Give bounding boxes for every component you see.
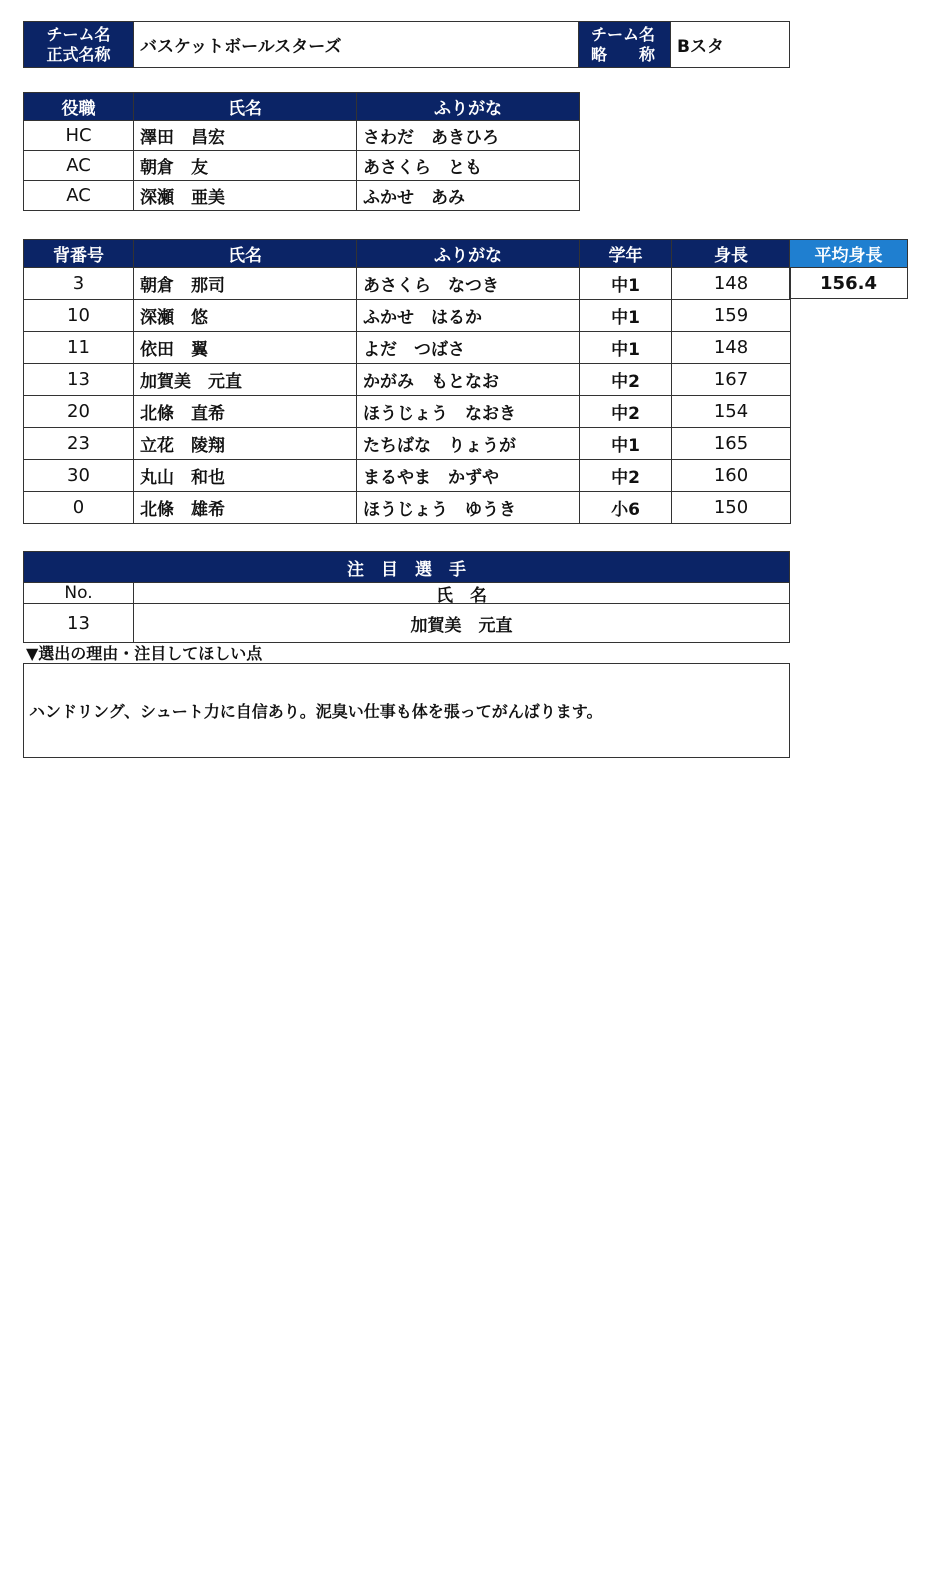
- table-row: [24, 492, 791, 524]
- player-kana: ほうじょう なおき: [357, 396, 580, 428]
- table-row: [24, 396, 791, 428]
- player-number: 3: [24, 268, 134, 300]
- player-name: 立花 陵翔: [134, 428, 357, 460]
- player-height: 160: [672, 460, 791, 492]
- players-header-height: 身長: [672, 240, 791, 268]
- featured-no-value: 13: [23, 603, 134, 643]
- table-row: [24, 268, 791, 300]
- team-name-label: [23, 21, 134, 68]
- player-grade: 中2: [580, 460, 672, 492]
- staff-header-role: 役職: [24, 93, 134, 121]
- player-number: 10: [24, 300, 134, 332]
- staff-name: 澤田 昌宏: [134, 121, 357, 151]
- table-row: [24, 332, 791, 364]
- player-kana: かがみ もとなお: [357, 364, 580, 396]
- player-height: 167: [672, 364, 791, 396]
- player-number: 13: [24, 364, 134, 396]
- team-name-label-line1: チーム名: [46, 24, 111, 44]
- featured-title: 注 目 選 手: [23, 551, 790, 583]
- player-number: 30: [24, 460, 134, 492]
- player-number: 0: [24, 492, 134, 524]
- staff-kana: ふかせ あみ: [357, 181, 580, 211]
- staff-name: 深瀬 亜美: [134, 181, 357, 211]
- player-grade: 中2: [580, 364, 672, 396]
- staff-role: HC: [24, 121, 134, 151]
- player-name: 北條 雄希: [134, 492, 357, 524]
- player-grade: 中1: [580, 428, 672, 460]
- table-row: [24, 428, 791, 460]
- player-number: 23: [24, 428, 134, 460]
- player-kana: よだ つばさ: [357, 332, 580, 364]
- table-row: [24, 121, 580, 151]
- team-name-label-line2: 正式名称: [46, 44, 111, 64]
- player-name: 深瀬 悠: [134, 300, 357, 332]
- staff-name: 朝倉 友: [134, 151, 357, 181]
- players-header-number: 背番号: [24, 240, 134, 268]
- player-kana: まるやま かずや: [357, 460, 580, 492]
- team-abbr-label: [578, 21, 671, 68]
- featured-name-value: 加賀美 元直: [133, 603, 790, 643]
- team-abbr-value: Bスタ: [670, 21, 790, 68]
- staff-kana: あさくら とも: [357, 151, 580, 181]
- staff-role: AC: [24, 181, 134, 211]
- player-height: 154: [672, 396, 791, 428]
- table-row: [24, 460, 791, 492]
- player-kana: たちばな りょうが: [357, 428, 580, 460]
- player-kana: ほうじょう ゆうき: [357, 492, 580, 524]
- player-grade: 中2: [580, 396, 672, 428]
- player-kana: あさくら なつき: [357, 268, 580, 300]
- player-height: 148: [672, 268, 791, 300]
- reason-text: ハンドリング、シュート力に自信あり。泥臭い仕事も体を張ってがんばります。: [23, 663, 790, 758]
- table-row: [24, 364, 791, 396]
- staff-kana: さわだ あきひろ: [357, 121, 580, 151]
- player-number: 11: [24, 332, 134, 364]
- player-grade: 中1: [580, 332, 672, 364]
- player-number: 20: [24, 396, 134, 428]
- team-abbr-label-line2: 略 称: [591, 44, 656, 64]
- player-height: 148: [672, 332, 791, 364]
- player-height: 165: [672, 428, 791, 460]
- team-name-value: バスケットボールスターズ: [133, 21, 579, 68]
- player-name: 丸山 和也: [134, 460, 357, 492]
- player-name: 依田 翼: [134, 332, 357, 364]
- staff-header-kana: ふりがな: [357, 93, 580, 121]
- featured-name-label: 氏 名: [133, 582, 790, 604]
- player-grade: 小6: [580, 492, 672, 524]
- player-name: 朝倉 那司: [134, 268, 357, 300]
- players-header-grade: 学年: [580, 240, 672, 268]
- featured-no-label: No.: [23, 582, 134, 604]
- players-table: [23, 239, 791, 524]
- avg-height-value: 156.4: [789, 267, 908, 299]
- avg-height-label: 平均身長: [789, 239, 908, 268]
- player-grade: 中1: [580, 300, 672, 332]
- players-header-row: [24, 240, 791, 268]
- player-name: 北條 直希: [134, 396, 357, 428]
- staff-header-row: [24, 93, 580, 121]
- player-name: 加賀美 元直: [134, 364, 357, 396]
- player-kana: ふかせ はるか: [357, 300, 580, 332]
- staff-table: [23, 92, 580, 211]
- reason-label: ▼選出の理由・注目してほしい点: [26, 644, 263, 663]
- player-height: 150: [672, 492, 791, 524]
- player-height: 159: [672, 300, 791, 332]
- table-row: [24, 181, 580, 211]
- staff-header-name: 氏名: [134, 93, 357, 121]
- team-abbr-label-line1: チーム名: [591, 24, 656, 44]
- table-row: [24, 151, 580, 181]
- staff-role: AC: [24, 151, 134, 181]
- players-header-name: 氏名: [134, 240, 357, 268]
- player-grade: 中1: [580, 268, 672, 300]
- table-row: [24, 300, 791, 332]
- players-header-kana: ふりがな: [357, 240, 580, 268]
